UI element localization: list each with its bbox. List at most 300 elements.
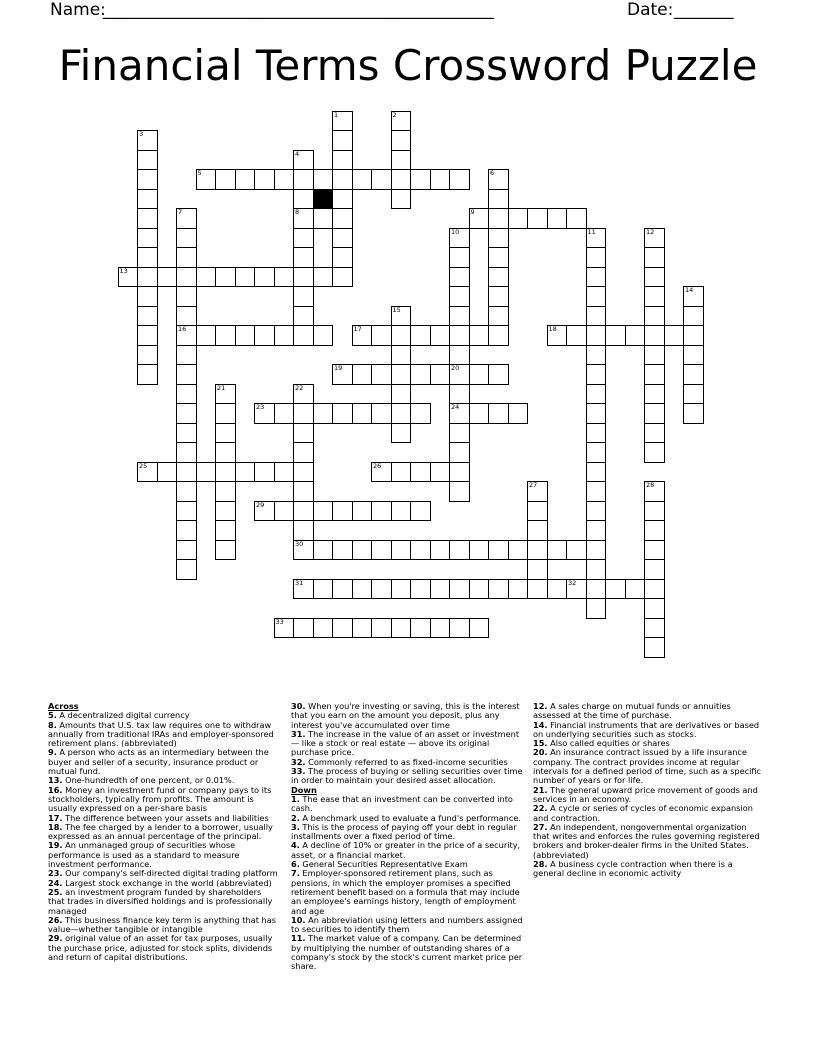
grid-cell[interactable]: [410, 462, 431, 483]
grid-cell[interactable]: [644, 559, 665, 580]
grid-cell[interactable]: [586, 286, 607, 307]
grid-cell[interactable]: [586, 345, 607, 366]
grid-cell[interactable]: [449, 247, 470, 268]
grid-cell[interactable]: [430, 325, 451, 346]
grid-cell[interactable]: [332, 189, 353, 210]
grid-cell[interactable]: [410, 169, 431, 190]
grid-cell[interactable]: [644, 384, 665, 405]
grid-cell[interactable]: [137, 364, 158, 385]
grid-cell[interactable]: [469, 364, 490, 385]
clue: [291, 934, 523, 971]
grid-cell[interactable]: [449, 403, 470, 424]
grid-cell[interactable]: [332, 111, 353, 132]
grid-cell[interactable]: [332, 501, 353, 522]
grid-cell[interactable]: [371, 540, 392, 561]
grid-cell[interactable]: [410, 540, 431, 561]
grid-cell[interactable]: [371, 403, 392, 424]
grid-cell[interactable]: [391, 364, 412, 385]
grid-cell[interactable]: [449, 364, 470, 385]
clue-text: Largest stock exchange in the world (abbreviated): [62, 877, 272, 888]
grid-cell[interactable]: [293, 618, 314, 639]
grid-cell[interactable]: [488, 189, 509, 210]
grid-cell[interactable]: [644, 364, 665, 385]
grid-cell[interactable]: [566, 208, 587, 229]
grid-cell[interactable]: [137, 189, 158, 210]
grid-cell[interactable]: [176, 403, 197, 424]
grid-cell[interactable]: [586, 559, 607, 580]
grid-cell[interactable]: [527, 208, 548, 229]
grid-cell[interactable]: [449, 423, 470, 444]
grid-cell[interactable]: [586, 423, 607, 444]
grid-cell[interactable]: [586, 540, 607, 561]
grid-cell[interactable]: [313, 267, 334, 288]
grid-cell[interactable]: [683, 384, 704, 405]
grid-cell[interactable]: [137, 267, 158, 288]
grid-cell[interactable]: [137, 286, 158, 307]
grid-cell[interactable]: [391, 462, 412, 483]
grid-cell[interactable]: [391, 618, 412, 639]
grid-cell[interactable]: [410, 579, 431, 600]
grid-cell[interactable]: [176, 442, 197, 463]
grid-cell[interactable]: [352, 579, 373, 600]
grid-cell[interactable]: [391, 501, 412, 522]
cell-number: 31: [295, 578, 304, 587]
grid-cell[interactable]: [274, 325, 295, 346]
grid-cell[interactable]: [644, 598, 665, 619]
grid-cell[interactable]: [566, 325, 587, 346]
cell-number: 8: [295, 208, 300, 216]
grid-cell[interactable]: [313, 540, 334, 561]
grid-cell[interactable]: [469, 403, 490, 424]
grid-cell[interactable]: [644, 247, 665, 268]
grid-cell[interactable]: [371, 618, 392, 639]
grid-cell[interactable]: [293, 267, 314, 288]
grid-cell[interactable]: [137, 325, 158, 346]
grid-cell[interactable]: [293, 169, 314, 190]
grid-cell[interactable]: [527, 520, 548, 541]
grid-cell[interactable]: [586, 598, 607, 619]
grid-cell[interactable]: [293, 442, 314, 463]
grid-cell[interactable]: [391, 189, 412, 210]
grid-cell[interactable]: [566, 579, 587, 600]
grid-cell[interactable]: [196, 169, 217, 190]
grid-cell[interactable]: [488, 579, 509, 600]
grid-cell[interactable]: [352, 169, 373, 190]
grid-cell[interactable]: [352, 501, 373, 522]
grid-cell[interactable]: [176, 306, 197, 327]
grid-cell[interactable]: [625, 325, 646, 346]
grid-cell[interactable]: [274, 267, 295, 288]
grid-cell[interactable]: [215, 442, 236, 463]
grid-cell[interactable]: [410, 618, 431, 639]
grid-cell[interactable]: [137, 345, 158, 366]
cell-number: 11: [587, 227, 596, 236]
grid-cell[interactable]: [176, 384, 197, 405]
grid-cell[interactable]: [469, 540, 490, 561]
grid-cell[interactable]: [508, 579, 529, 600]
grid-cell[interactable]: [527, 481, 548, 502]
grid-cell[interactable]: [215, 540, 236, 561]
grid-cell[interactable]: [683, 364, 704, 385]
grid-cell[interactable]: [176, 462, 197, 483]
grid-cell[interactable]: [332, 267, 353, 288]
grid-cell[interactable]: [176, 364, 197, 385]
grid-cell[interactable]: [176, 540, 197, 561]
grid-cell[interactable]: [586, 520, 607, 541]
grid-cell[interactable]: [430, 618, 451, 639]
grid-cell[interactable]: [547, 579, 568, 600]
clue: [48, 916, 280, 935]
grid-cell[interactable]: [332, 130, 353, 151]
grid-cell[interactable]: [391, 325, 412, 346]
grid-cell[interactable]: [449, 345, 470, 366]
grid-cell[interactable]: [254, 501, 275, 522]
grid-cell[interactable]: [449, 325, 470, 346]
clue: [533, 702, 765, 721]
grid-cell[interactable]: [449, 384, 470, 405]
grid-cell[interactable]: [254, 462, 275, 483]
grid-cell[interactable]: [293, 462, 314, 483]
cell-number: 15: [392, 305, 401, 314]
grid-cell[interactable]: [605, 579, 626, 600]
cell-number: 22: [295, 383, 304, 392]
grid-cell[interactable]: [332, 403, 353, 424]
grid-cell[interactable]: [488, 364, 509, 385]
grid-cell[interactable]: [586, 247, 607, 268]
grid-cell[interactable]: [176, 247, 197, 268]
grid-cell[interactable]: [332, 247, 353, 268]
grid-cell[interactable]: [683, 306, 704, 327]
grid-cell[interactable]: [313, 403, 334, 424]
grid-cell[interactable]: [644, 618, 665, 639]
grid-cell[interactable]: [332, 169, 353, 190]
grid-cell[interactable]: [293, 403, 314, 424]
grid-cell[interactable]: [313, 169, 334, 190]
grid-cell[interactable]: [176, 345, 197, 366]
grid-cell[interactable]: [176, 208, 197, 229]
grid-cell[interactable]: [527, 501, 548, 522]
clue-text: The ease that an investment can be converted into cash.: [291, 793, 513, 814]
grid-cell[interactable]: [313, 208, 334, 229]
grid-cell[interactable]: [410, 501, 431, 522]
grid-cell[interactable]: [449, 481, 470, 502]
grid-cell[interactable]: [352, 403, 373, 424]
grid-cell[interactable]: [371, 169, 392, 190]
grid-cell[interactable]: [332, 208, 353, 229]
grid-cell[interactable]: [313, 501, 334, 522]
grid-cell[interactable]: [332, 540, 353, 561]
grid-cell[interactable]: [391, 169, 412, 190]
grid-cell[interactable]: [176, 481, 197, 502]
grid-cell[interactable]: [293, 208, 314, 229]
grid-cell[interactable]: [293, 540, 314, 561]
grid-cell[interactable]: [683, 286, 704, 307]
grid-cell[interactable]: [664, 325, 685, 346]
grid-cell[interactable]: [293, 306, 314, 327]
grid-cell[interactable]: [488, 403, 509, 424]
grid-cell[interactable]: [644, 267, 665, 288]
grid-cell[interactable]: [430, 169, 451, 190]
grid-cell[interactable]: [176, 501, 197, 522]
grid-cell[interactable]: [449, 306, 470, 327]
grid-cell[interactable]: [293, 325, 314, 346]
grid-cell[interactable]: [391, 423, 412, 444]
cell-number: 29: [256, 500, 265, 509]
grid-cell[interactable]: [488, 208, 509, 229]
grid-cell[interactable]: [254, 403, 275, 424]
grid-cell[interactable]: [527, 540, 548, 561]
grid-cell[interactable]: [215, 481, 236, 502]
grid-cell[interactable]: [371, 462, 392, 483]
grid-cell[interactable]: [391, 403, 412, 424]
grid-cell[interactable]: [430, 540, 451, 561]
grid-cell[interactable]: [215, 403, 236, 424]
grid-cell[interactable]: [586, 442, 607, 463]
grid-cell[interactable]: [215, 501, 236, 522]
grid-cell[interactable]: [644, 442, 665, 463]
grid-cell[interactable]: [449, 540, 470, 561]
grid-cell[interactable]: [118, 267, 139, 288]
grid-cell[interactable]: [391, 345, 412, 366]
grid-cell[interactable]: [683, 345, 704, 366]
grid-cell[interactable]: [332, 150, 353, 171]
grid-cell[interactable]: [196, 325, 217, 346]
grid-cell[interactable]: [430, 462, 451, 483]
grid-cell[interactable]: [469, 325, 490, 346]
grid-cell[interactable]: [644, 286, 665, 307]
grid-cell[interactable]: [137, 306, 158, 327]
clue-number: 23.: [48, 868, 63, 879]
grid-cell[interactable]: [293, 189, 314, 210]
grid-cell[interactable]: [586, 403, 607, 424]
grid-cell[interactable]: [644, 520, 665, 541]
grid-cell[interactable]: [586, 228, 607, 249]
grid-cell[interactable]: [488, 286, 509, 307]
grid-cell[interactable]: [137, 247, 158, 268]
grid-cell[interactable]: [547, 540, 568, 561]
clue-number: 11.: [291, 933, 306, 944]
grid-cell[interactable]: [644, 579, 665, 600]
grid-cell[interactable]: [488, 247, 509, 268]
grid-cell[interactable]: [196, 462, 217, 483]
grid-cell[interactable]: [449, 169, 470, 190]
grid-cell[interactable]: [508, 208, 529, 229]
grid-cell[interactable]: [293, 520, 314, 541]
grid-cell[interactable]: [352, 618, 373, 639]
grid-cell[interactable]: [196, 267, 217, 288]
clue-number: 31.: [291, 728, 306, 739]
grid-cell[interactable]: [449, 579, 470, 600]
grid-cell[interactable]: [683, 325, 704, 346]
grid-cell[interactable]: [176, 267, 197, 288]
grid-cell[interactable]: [332, 364, 353, 385]
grid-cell[interactable]: [644, 228, 665, 249]
grid-cell[interactable]: [430, 579, 451, 600]
name-line[interactable]: ______________________________________________: [103, 0, 494, 20]
grid-cell[interactable]: [293, 228, 314, 249]
grid-cell[interactable]: [469, 208, 490, 229]
grid-cell[interactable]: [625, 579, 646, 600]
grid-cell[interactable]: [488, 228, 509, 249]
grid-cell[interactable]: [488, 325, 509, 346]
grid-cell[interactable]: [586, 267, 607, 288]
grid-cell[interactable]: [410, 403, 431, 424]
grid-cell[interactable]: [391, 384, 412, 405]
grid-cell[interactable]: [449, 267, 470, 288]
grid-cell[interactable]: [254, 267, 275, 288]
grid-cell[interactable]: [254, 169, 275, 190]
grid-cell[interactable]: [644, 306, 665, 327]
grid-cell[interactable]: [293, 384, 314, 405]
clue-number: 15.: [533, 738, 548, 749]
grid-cell[interactable]: [371, 364, 392, 385]
grid-cell[interactable]: [176, 228, 197, 249]
grid-cell[interactable]: [137, 462, 158, 483]
grid-cell[interactable]: [371, 501, 392, 522]
grid-cell[interactable]: [547, 325, 568, 346]
grid-cell[interactable]: [410, 364, 431, 385]
grid-cell[interactable]: [391, 306, 412, 327]
grid-cell[interactable]: [644, 325, 665, 346]
grid-cell[interactable]: [449, 618, 470, 639]
grid-cell[interactable]: [547, 208, 568, 229]
grid-cell[interactable]: [566, 540, 587, 561]
grid-cell[interactable]: [391, 579, 412, 600]
grid-cell[interactable]: [293, 286, 314, 307]
cell-number: 19: [334, 364, 343, 372]
grid-cell[interactable]: [176, 325, 197, 346]
grid-cell[interactable]: [235, 325, 256, 346]
grid-cell[interactable]: [644, 423, 665, 444]
grid-cell[interactable]: [469, 579, 490, 600]
grid-cell[interactable]: [176, 423, 197, 444]
grid-cell[interactable]: [430, 364, 451, 385]
grid-cell[interactable]: [410, 325, 431, 346]
grid-cell[interactable]: [293, 247, 314, 268]
grid-cell[interactable]: [332, 618, 353, 639]
grid-cell[interactable]: [293, 481, 314, 502]
grid-cell[interactable]: [644, 345, 665, 366]
grid-cell[interactable]: [605, 325, 626, 346]
grid-cell[interactable]: [488, 169, 509, 190]
grid-cell[interactable]: [644, 501, 665, 522]
grid-cell[interactable]: [391, 130, 412, 151]
grid-cell[interactable]: [137, 150, 158, 171]
grid-cell[interactable]: [137, 130, 158, 151]
grid-cell[interactable]: [586, 579, 607, 600]
grid-cell[interactable]: [391, 540, 412, 561]
grid-cell[interactable]: [352, 325, 373, 346]
grid-cell[interactable]: [488, 540, 509, 561]
grid-cell[interactable]: [313, 579, 334, 600]
grid-cell[interactable]: [586, 481, 607, 502]
grid-cell[interactable]: [488, 267, 509, 288]
date-label: Date:: [627, 0, 679, 20]
grid-cell[interactable]: [586, 325, 607, 346]
cell-number: 16: [178, 325, 187, 333]
grid-cell[interactable]: [391, 111, 412, 132]
grid-cell[interactable]: [215, 325, 236, 346]
grid-cell[interactable]: [352, 364, 373, 385]
grid-cell[interactable]: [313, 618, 334, 639]
grid-cell[interactable]: [137, 208, 158, 229]
grid-cell[interactable]: [586, 306, 607, 327]
cell-number: 32: [568, 578, 577, 587]
grid-cell[interactable]: [274, 618, 295, 639]
grid-cell[interactable]: [215, 384, 236, 405]
grid-cell[interactable]: [449, 442, 470, 463]
grid-cell[interactable]: [274, 403, 295, 424]
grid-cell[interactable]: [352, 540, 373, 561]
grid-cell[interactable]: [683, 403, 704, 424]
grid-cell[interactable]: [527, 579, 548, 600]
grid-cell[interactable]: [235, 462, 256, 483]
grid-cell[interactable]: [449, 286, 470, 307]
grid-cell[interactable]: [293, 423, 314, 444]
grid-cell[interactable]: [449, 228, 470, 249]
grid-cell[interactable]: [176, 559, 197, 580]
grid-cell[interactable]: [215, 423, 236, 444]
grid-cell[interactable]: [644, 481, 665, 502]
grid-cell[interactable]: [313, 325, 334, 346]
grid-cell[interactable]: [449, 462, 470, 483]
grid-cell[interactable]: [274, 501, 295, 522]
grid-cell[interactable]: [586, 364, 607, 385]
grid-cell[interactable]: [215, 169, 236, 190]
grid-cell[interactable]: [508, 540, 529, 561]
grid-cell[interactable]: [644, 540, 665, 561]
clue: [533, 721, 765, 740]
grid-cell[interactable]: [332, 228, 353, 249]
clue-number: 30.: [291, 701, 306, 711]
grid-cell[interactable]: [137, 169, 158, 190]
grid-cell[interactable]: [586, 462, 607, 483]
grid-cell[interactable]: [644, 403, 665, 424]
grid-cell[interactable]: [293, 501, 314, 522]
grid-cell[interactable]: [644, 637, 665, 658]
grid-cell[interactable]: [391, 150, 412, 171]
grid-cell[interactable]: [527, 559, 548, 580]
grid-cell[interactable]: [215, 462, 236, 483]
grid-cell[interactable]: [332, 579, 353, 600]
grid-cell[interactable]: [254, 325, 275, 346]
grid-cell[interactable]: [215, 267, 236, 288]
grid-cell[interactable]: [488, 306, 509, 327]
grid-cell[interactable]: [235, 267, 256, 288]
grid-cell[interactable]: [157, 267, 178, 288]
grid-cell[interactable]: [274, 169, 295, 190]
cell-number: 23: [256, 403, 265, 411]
grid-cell[interactable]: [371, 579, 392, 600]
date-line[interactable]: _______: [674, 0, 734, 20]
grid-cell[interactable]: [235, 169, 256, 190]
grid-cell[interactable]: [293, 150, 314, 171]
grid-cell[interactable]: [215, 520, 236, 541]
grid-cell[interactable]: [508, 403, 529, 424]
grid-cell[interactable]: [469, 618, 490, 639]
grid-cell[interactable]: [586, 384, 607, 405]
clue-number: 2.: [291, 812, 300, 823]
grid-cell[interactable]: [371, 325, 392, 346]
grid-cell[interactable]: [293, 579, 314, 600]
down-heading: Down: [291, 784, 317, 795]
grid-cell[interactable]: [586, 501, 607, 522]
grid-cell[interactable]: [157, 462, 178, 483]
grid-cell[interactable]: [176, 286, 197, 307]
grid-cell[interactable]: [176, 520, 197, 541]
grid-cell[interactable]: [137, 228, 158, 249]
grid-cell[interactable]: [274, 462, 295, 483]
